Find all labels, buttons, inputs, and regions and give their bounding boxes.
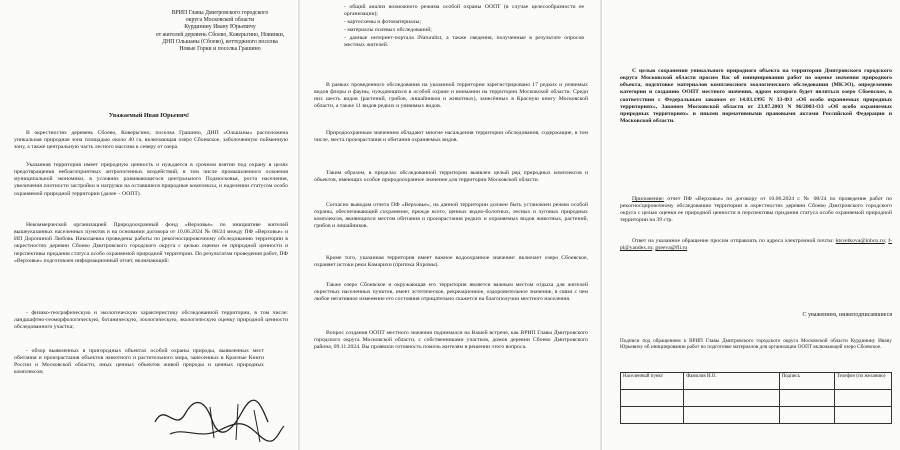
table-cell xyxy=(834,390,891,407)
reply-text: Ответ на указанное обращение просим отправлять по адреса электронной почты: xyxy=(632,238,834,244)
table-header-cell: Населенный пункт xyxy=(621,373,684,390)
recipient-line: от жителей деревень Сбоево, Коверьгино, Новинки, xyxy=(155,31,285,38)
paragraph: В рамках проведенного обследования на указанной территории зарегистрировано 17 редких и уязвимых видов флоры и фауны, нуждающихся в особой охране и внимании на территории Московской области. Среди них шесть видов (растений, грибов, лишайников и животных), занесённых в Красную книгу Московской области, а также 11 видов редких и уязвимых видов. xyxy=(314,82,588,110)
list-item: - материалы полевых обследований; xyxy=(344,27,432,33)
paragraph: Указанная территория имеет природную ценность и нуждается в срочном взятии под охрану в целях предотвращения неблагоприятных антропогенных воздействий, в том числе промышленного освоения муниципальной экономики, в условиях развивающегося центрального Подмосковья, роста населения, увеличения плотности застройки и нагрузки на оставшиеся природные комплексы, и наделении статусом особо охраняемой природной территории (далее – ООПТ). xyxy=(14,162,288,197)
paragraph: Также озеро Сбоевское и окружающая его территория является важным местом отдыха для жителей окрестных населенных пунктов, имеет эстетическое, рекреационное, оздоровительное значение, в связи с чем любое негативное изменение его состояния отрицательно скажется на благополучии местного населения. xyxy=(314,282,588,303)
table-row xyxy=(621,407,892,424)
table-cell xyxy=(684,407,779,424)
attachment-label: Приложение: xyxy=(632,196,665,202)
table-row xyxy=(621,390,892,407)
table-cell xyxy=(684,390,779,407)
paragraph: - обзор выявленных в пригородных объектах особой охраны природы, выявленных мест обитания и произрастания объектов животного и растительного мира, занесенных в Красные Книги России и Московской области, иных ценных объектов живой природы и ценных природных комплексов; xyxy=(14,348,264,376)
paragraph: В окрестностях деревень Сбоево, Коверьгино, поселка Грашино, ДНП «Ольшаны» расположена уникальная природная зона площадью около 40 га, включающая озеро Сбоевское, заболоченную пойменную зону, а также центральную часть лесного массива к северу от озера. xyxy=(14,130,288,151)
footnote: Подписи под обращением к ВРИП Главы Дмитровского городского округа Московской области Курдинину Ивану Юрьевичу об инициировании работ по подготовке материалов для организации ООПТ включающей озеро Сбоевское. xyxy=(620,338,892,351)
handwritten-signature xyxy=(150,392,290,447)
recipient-line: Курдинину Ивану Юрьевичу xyxy=(184,24,256,31)
list-item: - данные интернет-портала iNaturalist, а также сведения, полученные в результате опросов местных жителей. xyxy=(344,35,584,49)
paragraph: Вопрос создания ООПТ местного значения поднимался на Вашей встрече, как ВРИП Главы Дмитровского городского округа Московской области, с собственниками участков, домов деревни Сбоево Дмитровского района, 09.11.2024. Вы проявили готовность помочь жителям в решении этого вопроса. xyxy=(314,330,588,351)
letter-page-1 xyxy=(0,0,298,450)
attachment-paragraph xyxy=(620,196,892,225)
table-header-cell: Подпись xyxy=(779,373,834,390)
list-item: - общий анализ возможного режима особой охраны ООПТ (в случае целесообразности ее организации); xyxy=(344,4,584,18)
table-header-cell: Телефон (по желанию) xyxy=(834,373,891,390)
paragraph: Природоохранным значением обладают многие насаждения территории обследования, содержащие, в том числе, места произрастания и обитания охраняемых видов. xyxy=(314,130,588,144)
paragraph: Кроме того, указанная территория имеет важное водоохранное значение: включает озеро Сбоевское, охраняет истоки реки Камарихи (притока Яхромы). xyxy=(314,255,588,269)
recipient-line: Новые Горки и поселка Грашино xyxy=(179,46,261,53)
table-cell xyxy=(621,390,684,407)
table-cell xyxy=(779,407,834,424)
paragraph: Таким образом, в пределах обследованной территории выявлен целый ряд природных комплексов и объектов, имеющих особое природоохранное значение для территории Московской области. xyxy=(314,170,588,184)
recipient-block xyxy=(150,10,290,53)
letter-page-3 xyxy=(602,0,900,450)
paragraph: - физико-географическую и экологическую характеристику обследованной территории, в том числе: ландшафтно-геоморфологическую, ботаническую, зоологическую, экологическую оценку природной ценности обследованного участка; xyxy=(14,310,288,331)
reply-paragraph: Ответ на указанное обращение просим отправлять по адреса электронной почты: ktsvetkova@inbox.ru; f-pl@yandex.ru; gseeva@fli.ru xyxy=(620,238,892,252)
request-paragraph: С целью сохранения уникального природного объекта на территории Дмитровского городского округа Московской области просим Вас об инициировании работ по оценке значения природного объекта, подготовке материалов комплексного экологического обследования (МКЭО), определению категории и созданию ООПТ местного значения, ядром которого будет являться озеро Сбоевское, в соответствии с Федеральным законом от 14.03.1995 N 33-ФЗ «Об особо охраняемых природных территориях», Законом Московской области от 23.07.2003 N 96/2003-ОЗ «Об особо охраняемых природных территориях» и иными нормативными правовыми актами Российской Федерации и Московской области. xyxy=(620,68,892,125)
paragraph: Некоммерческой организацией Природоохранный фонд «Верховье» по инициативе жителей вышеуказанных населенных пунктов и на основании договора от 10.06.2024 № 08/24 между ПФ «Верховье» и ИП Дорониной Любовь Николаевна проведены работы по рекогносцировочному обследованию территории в окрестностях деревни Сбоево Дмитровского городского округа с целью оценки ее природной ценности и перспективы придания статуса особо охраняемой природной территории. По результатам проведения работ, ПФ «Верховье» подготовлен информационный отчет, включающий: xyxy=(14,222,288,264)
recipient-line: округа Московской области xyxy=(185,17,255,24)
email-link[interactable]: ktsvetkova@inbox.ru xyxy=(835,238,885,244)
email-link[interactable]: gseeva@fli.ru xyxy=(655,245,688,252)
table-header-cell: Фамилия И.О. xyxy=(684,373,779,390)
table-cell xyxy=(834,407,891,424)
letter-page-2 xyxy=(300,0,600,450)
table-cell xyxy=(621,407,684,424)
attachment-text: отчет ПФ «Верховье» по договору от 10.06.2024 г. № 08/24 по проведение работ по рекогносцировочному обследованию территории в окрестностях деревни Сбоево Дмитровского городского округа с целью оценки ее природной ценности и перспективы придания статуса особо охраняемой природной территории на 39 стр. xyxy=(620,196,893,224)
list-item: - картосхемы и фотоматериалы; xyxy=(344,19,421,25)
table-row xyxy=(621,373,892,390)
greeting: Уважаемый Иван Юрьевич! xyxy=(108,112,190,119)
signature-table xyxy=(620,372,892,424)
closing: С уважением, нижеподписавшиеся xyxy=(802,312,892,318)
recipient-line: ДНП Ольшаны (Сбоево), коттеджного поселка xyxy=(162,38,278,45)
paragraph: Согласно выводам отчета ПФ «Верховье», на данной территории должен быть установлен режим особой охраны, обеспечивающий сохранение, прежде всего, ценных водно-болотных, лесных и луговых природных комплексов, являющихся местом обитания и произрастания редких и охраняемых видов животных, растений, грибов и лишайников. xyxy=(314,202,588,230)
table-cell xyxy=(779,390,834,407)
email-link[interactable]: f-pl@yandex.ru xyxy=(620,238,892,252)
recipient-line: ВРИП Главы Дмитровского городского xyxy=(171,10,269,16)
